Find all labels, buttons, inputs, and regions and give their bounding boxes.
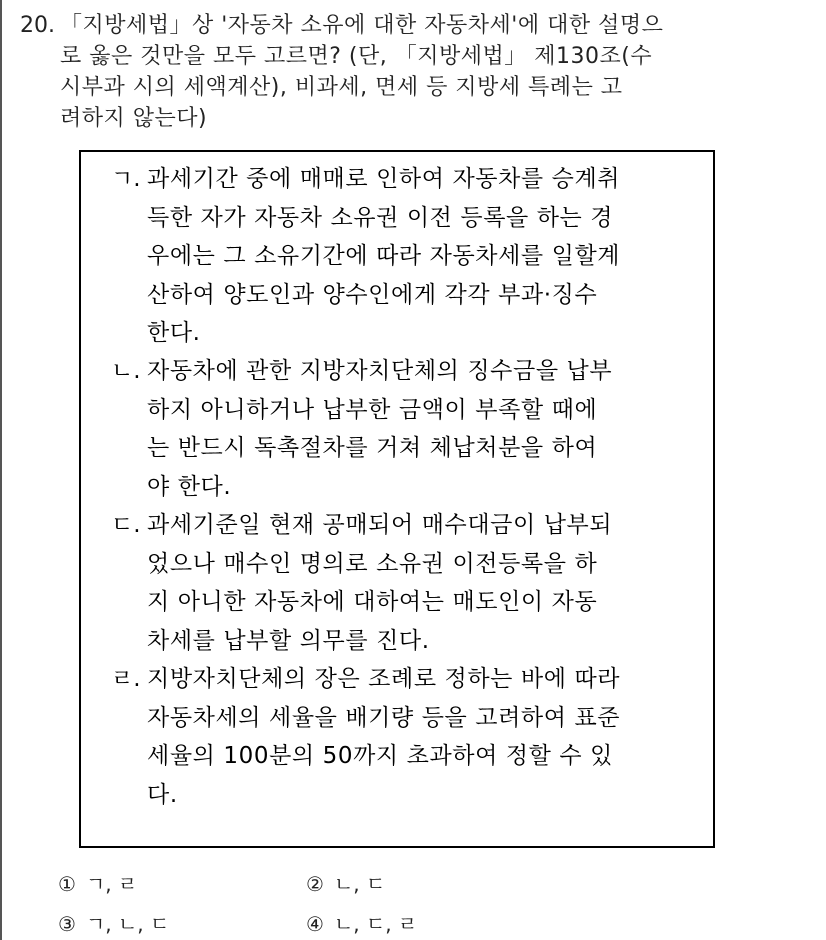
choice-text: ㄴ, ㄷ, ㄹ	[333, 912, 418, 936]
choice-number: ①	[58, 872, 76, 896]
statement-giyeok	[111, 160, 701, 353]
choice-number: ③	[58, 912, 76, 936]
choice-text: ㄱ, ㄹ	[85, 872, 138, 896]
question-line: 로 옳은 것만을 모두 고르면? (단, 「지방세법」 제130조(수	[60, 44, 653, 69]
statement-line: 차세를 납부할 의무를 진다.	[147, 627, 430, 654]
question-line: 「지방세법」상 '자동차 소유에 대한 자동차세'에 대한 설명으	[60, 13, 664, 38]
statement-line: 지방자치단체의 장은 조례로 정하는 바에 따라	[147, 666, 621, 692]
statement-line: 자동차세의 세율을 배기량 등을 고려하여 표준	[147, 704, 621, 731]
statement-line: 산하여 양도인과 양수인에게 각각 부과·징수	[147, 281, 598, 308]
statement-line: 는 반드시 독촉절차를 거쳐 체납처분을 하여	[147, 435, 598, 461]
choice-text: ㄱ, ㄴ, ㄷ	[85, 912, 170, 936]
statement-line: 과세기간 중에 매매로 인하여 자동차를 승계취	[147, 166, 621, 192]
statement-marker: ㄱ.	[111, 166, 141, 192]
statement-line: 야 한다.	[147, 473, 232, 500]
statements-box	[79, 150, 715, 848]
choice-3[interactable]	[58, 908, 169, 937]
question-number: 20.	[20, 13, 55, 38]
statement-digeut	[111, 506, 701, 660]
choice-2[interactable]	[306, 868, 385, 897]
question-line: 시부과 시의 세액계산), 비과세, 면세 등 지방세 특례는 고	[60, 75, 623, 100]
statement-line: 하지 아니하거나 납부한 금액이 부족할 때에	[147, 396, 598, 423]
statement-marker: ㄹ.	[111, 666, 141, 692]
choice-1[interactable]	[58, 868, 137, 897]
statement-line: 득한 자가 자동차 소유권 이전 등록을 하는 경	[147, 204, 614, 231]
statement-line: 다.	[147, 781, 178, 808]
statement-line: 었으나 매수인 명의로 소유권 이전등록을 하	[147, 550, 598, 577]
statement-line: 과세기준일 현재 공매되어 매수대금이 납부되	[147, 512, 613, 538]
choice-number: ④	[306, 912, 324, 936]
question	[20, 10, 780, 134]
statement-nieun	[111, 352, 701, 506]
left-margin-rule	[0, 0, 2, 940]
choice-4[interactable]	[306, 908, 417, 937]
question-line: 려하지 않는다)	[60, 106, 208, 131]
choice-text: ㄴ, ㄷ	[333, 872, 386, 896]
statement-line: 세율의 100분의 50까지 초과하여 정할 수 있	[147, 743, 613, 769]
statement-marker: ㄷ.	[111, 512, 141, 538]
statement-rieul	[111, 660, 701, 814]
statement-line: 지 아니한 자동차에 대하여는 매도인이 자동	[147, 589, 598, 615]
choice-number: ②	[306, 872, 324, 896]
question-stem	[60, 10, 780, 134]
statement-line: 자동차에 관한 지방자치단체의 징수금을 납부	[147, 358, 613, 384]
statement-line: 우에는 그 소유기간에 따라 자동차세를 일할계	[147, 243, 621, 269]
statement-marker: ㄴ.	[111, 358, 141, 384]
statement-line: 한다.	[147, 320, 201, 346]
